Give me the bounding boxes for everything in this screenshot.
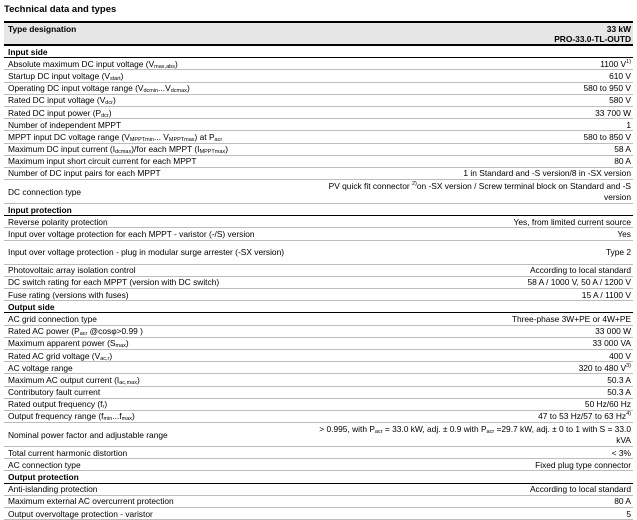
section-header — [4, 301, 633, 313]
section-title: Input side — [8, 46, 48, 57]
spec-label: DC switch rating for each MPPT (version with DC switch) — [8, 277, 220, 288]
spec-value: 33 000 VA — [592, 338, 631, 349]
spec-value: Yes, from limited current source — [513, 216, 631, 227]
spec-value: Yes — [617, 229, 631, 240]
spec-row — [4, 508, 633, 520]
spec-row — [4, 119, 633, 131]
spec-value: 33 000 W — [595, 326, 631, 337]
spec-row — [4, 447, 633, 459]
spec-value: Type 2 — [605, 246, 631, 257]
spec-row — [4, 326, 633, 338]
spec-row — [4, 228, 633, 240]
spec-value: 47 to 53 Hz/57 to 63 Hz$^{4)}$ — [538, 411, 631, 422]
model-name: PRO-33.0-TL-OUTD — [554, 34, 631, 44]
section-title: Output protection — [8, 472, 79, 483]
spec-value: According to local standard — [529, 484, 631, 495]
spec-row — [4, 496, 633, 508]
spec-label: Absolute maximum DC input voltage $(V_{max,abs})$ — [8, 58, 178, 70]
spec-row — [4, 70, 633, 82]
spec-row — [4, 423, 633, 447]
spec-label: Maximum DC input current $(I_{dcmax})$/for each MPPT $(I_{MPPTmax})$ — [8, 144, 228, 156]
spec-row — [4, 107, 633, 119]
spec-value: According to local standard — [529, 265, 631, 276]
spec-row — [4, 338, 633, 350]
spec-row — [4, 387, 633, 399]
spec-row — [4, 95, 633, 107]
section-header — [4, 204, 633, 216]
spec-value: PV quick fit connector $^{2)}$on -SX version / Screw terminal block on Standard and -S version — [328, 180, 631, 202]
spec-value: < 3% — [611, 447, 631, 458]
spec-row — [4, 459, 633, 471]
model-row — [4, 34, 633, 46]
spec-row — [4, 216, 633, 228]
spec-value: 50.3 A — [607, 387, 631, 398]
spec-row — [4, 83, 633, 95]
spec-row — [4, 289, 633, 301]
spec-row — [4, 144, 633, 156]
section-header — [4, 471, 633, 483]
page-title: Technical data and types — [4, 4, 117, 15]
spec-row — [4, 350, 633, 362]
section-header — [4, 46, 633, 58]
spec-label: MPPT input DC voltage range ($V_{MPPTmin}$... $V_{MPPTmax}$) at $P_{acr}$ — [8, 131, 223, 143]
spec-label: Rated DC input power $(P_{dcr})$ — [8, 107, 112, 119]
spec-value: 1100 $V^{1)}$ — [600, 58, 631, 69]
spec-value: 58 A / 1000 V, 50 A / 1200 V — [527, 277, 631, 288]
spec-label: Output overvoltage protection - varistor — [8, 508, 153, 519]
spec-label: Input over voltage protection for each MPPT - varistor (-/S) version — [8, 229, 255, 240]
power-rating: 33 kW — [606, 23, 631, 34]
spec-row — [4, 484, 633, 496]
type-designation-row — [4, 21, 633, 34]
spec-label: Number of independent MPPT — [8, 119, 122, 130]
spec-label: Rated output frequency $(f_r)$ — [8, 399, 108, 411]
spec-label: Total current harmonic distortion — [8, 447, 128, 458]
spec-label: AC voltage range — [8, 362, 73, 373]
spec-label: Photovoltaic array isolation control — [8, 265, 136, 276]
spec-label: Maximum apparent power $(S_{max})$ — [8, 338, 129, 350]
spec-row — [4, 58, 633, 70]
spec-label: Rated AC grid voltage $(V_{ac,r})$ — [8, 350, 113, 362]
spec-value: 580 V — [609, 95, 631, 106]
spec-label: Contributory fault current — [8, 387, 101, 398]
spec-row — [4, 131, 633, 143]
spec-label: AC grid connection type — [8, 313, 97, 324]
spec-value: 610 V — [609, 70, 631, 81]
spec-label: Maximum external AC overcurrent protection — [8, 496, 174, 507]
spec-row — [4, 399, 633, 411]
spec-table — [4, 21, 633, 520]
spec-label: Rated DC input voltage $(V_{dcr})$ — [8, 95, 116, 107]
spec-value: 5 — [626, 508, 631, 519]
spec-label: Reverse polarity protection — [8, 216, 108, 227]
spec-label: Operating DC input voltage range $(V_{dcmin}...V_{dcmax})$ — [8, 83, 190, 95]
spec-value: > 0.995, with $P_{acr} = 33.0$ kW, adj. ± 0.9 with $P_{acr} =29.7$ kW, adj. ± 0 to 1 with S = 33.0 kVA — [319, 423, 631, 445]
spec-label: Maximum input short circuit current for each MPPT — [8, 156, 197, 167]
spec-label: Nominal power factor and adjustable range — [8, 429, 168, 440]
spec-value: 33 700 W — [595, 107, 631, 118]
spec-label: DC connection type — [8, 186, 82, 197]
spec-label: AC connection type — [8, 459, 81, 470]
spec-value: 580 to 850 V — [583, 131, 631, 142]
spec-row — [4, 180, 633, 204]
section-title: Input protection — [8, 204, 72, 215]
spec-label: Number of DC input pairs for each MPPT — [8, 168, 161, 179]
section-title: Output side — [8, 301, 55, 312]
type-designation-label: Type designation — [8, 23, 77, 34]
spec-value: 320 to 480 $V^{3)}$ — [578, 362, 631, 373]
spec-value: 80 A — [614, 496, 631, 507]
spec-label: Anti-islanding protection — [8, 484, 98, 495]
spec-row — [4, 156, 633, 168]
spec-row — [4, 168, 633, 180]
spec-label: Fuse rating (versions with fuses) — [8, 289, 129, 300]
spec-value: 58 A — [614, 144, 631, 155]
spec-row — [4, 265, 633, 277]
spec-value: 1 in Standard and -S version/8 in -SX version — [463, 168, 631, 179]
spec-label: Input over voltage protection - plug in modular surge arrester (-SX version) — [8, 247, 285, 258]
spec-value: 1 — [626, 119, 631, 130]
spec-row — [4, 241, 633, 265]
spec-value: Fixed plug type connector — [535, 459, 631, 470]
spec-value: 80 A — [614, 156, 631, 167]
spec-label: Startup DC input voltage $(V_{start})$ — [8, 70, 124, 82]
spec-row — [4, 277, 633, 289]
spec-row — [4, 374, 633, 386]
spec-label: Maximum AC output current $(I_{ac,max})$ — [8, 374, 140, 386]
spec-row — [4, 362, 633, 374]
spec-label: Rated AC power ($P_{acr}$ @cosφ>0.99 ) — [8, 326, 143, 338]
spec-row — [4, 313, 633, 325]
spec-value: 50.3 A — [607, 374, 631, 385]
spec-value: 400 V — [609, 350, 631, 361]
spec-sections — [4, 46, 633, 520]
spec-label: Output frequency range $(f_{min}...f_{max})$ — [8, 411, 135, 423]
spec-value: 580 to 950 V — [583, 83, 631, 94]
spec-value: 15 A / 1100 V — [581, 289, 631, 300]
spec-row — [4, 411, 633, 423]
spec-value: Three-phase 3W+PE or 4W+PE — [511, 313, 631, 324]
spec-value: 50 Hz/60 Hz — [584, 399, 631, 410]
